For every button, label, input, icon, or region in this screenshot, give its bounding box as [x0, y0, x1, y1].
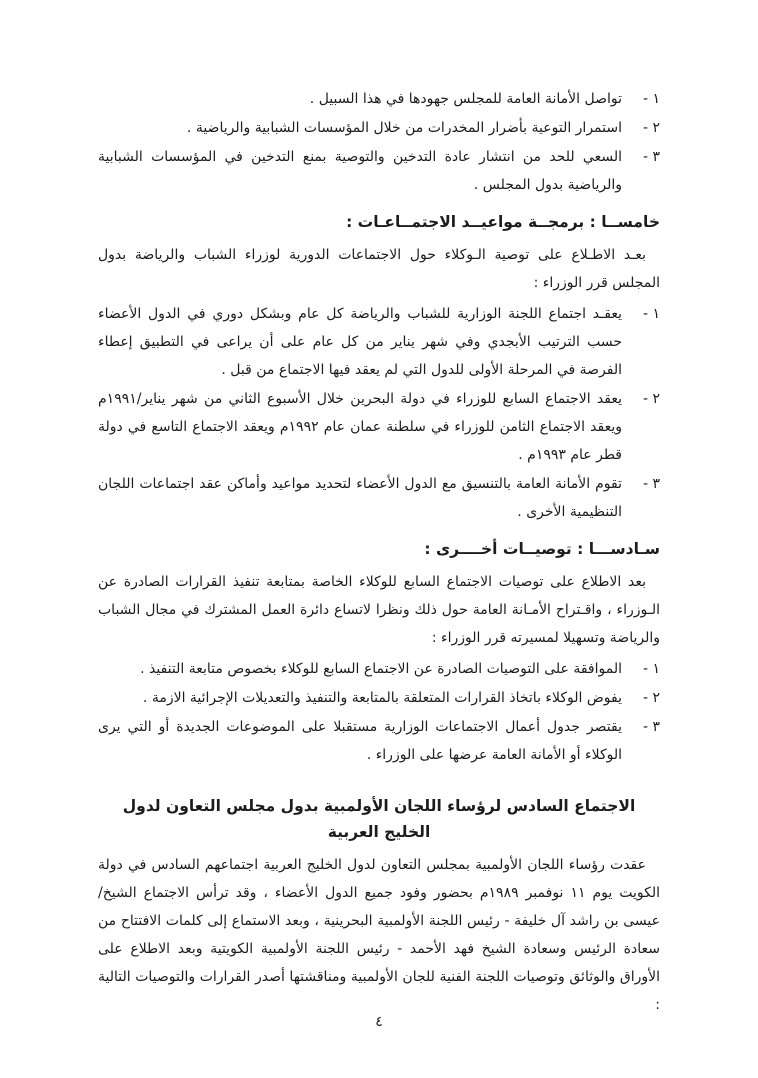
section-heading-fifth: خامســا : برمجــة مواعيــد الاجتمــاعـات : — [346, 213, 660, 231]
list-meeting-schedule — [98, 300, 660, 526]
list-item — [98, 143, 660, 199]
item-text: استمرار التوعية بأضرار المخدرات من خلال المؤسسات الشبابية والرياضية . — [186, 120, 622, 136]
list-item — [98, 684, 660, 712]
meeting-title-heading: الاجتماع السادس لرؤساء اللجان الأولمبية بدول مجلس التعاون لدول الخليج العربية — [122, 797, 636, 841]
item-text: تقوم الأمانة العامة بالتنسيق مع الدول الأعضاء لتحديد مواعيد وأماكن عقد اجتماعات اللجان التنظيمية الأخرى . — [98, 476, 622, 520]
list-item — [98, 114, 660, 142]
list-preceding-recommendations — [98, 85, 660, 199]
list-item — [98, 300, 660, 384]
item-text: يعقد الاجتماع السابع للوزراء في دولة البحرين خلال الأسبوع الثاني من شهر يناير/١٩٩١م ويعقد الاجتماع الثامن للوزراء في سلطنة عمان عام ١٩٩٢م ويعقد الاجتماع التاسع في دولة قطر عام ١٩٩٣م . — [98, 391, 623, 463]
list-item — [98, 385, 660, 469]
item-text: يعقـد اجتماع اللجنة الوزارية للشباب والرياضة كل عام وبشكل دوري في الدول الأعضاء حسب الترتيب الأبجدي وفي شهر يناير من كل عام على أن يراعى في التطبيق إعطاء الفرصة في المرحلة الأولى للدول التي لم يعقد فيها الاجتماع من قبل . — [98, 306, 622, 378]
section-sixth-intro-paragraph: بعد الاطلاع على توصيات الاجتماع السابع للوكلاء الخاصة بمتابعة تنفيذ القرارات الصادرة عن الـوزراء ، واقـتراح الأمـانة العامة حول ذلك ونظرا لاتساع دائرة العمل المشترك في مجال الشباب والرياضة وتسهيلا لمسيرته قرر الوزراء : — [98, 574, 660, 646]
list-other-recommendations — [98, 655, 660, 769]
item-number: ٢ - — [642, 690, 660, 706]
item-number: ١ - — [642, 306, 660, 322]
item-number: ١ - — [642, 91, 660, 107]
item-number: ٣ - — [642, 719, 660, 735]
item-text: يفوض الوكلاء باتخاذ القرارات المتعلقة بالمتابعة والتنفيذ والتعديلات الإجرائية الازمة . — [142, 690, 622, 706]
section-heading-sixth: سـادســـا : توصيــات أخــــرى : — [424, 540, 660, 558]
page-content — [98, 84, 660, 1022]
item-number: ٣ - — [642, 149, 660, 165]
item-text: يقتصر جدول أعمال الاجتماعات الوزارية مستقبلا على الموضوعات الجديدة أو التي يرى الوكلاء أو الأمانة العامة عرضها على الوزراء . — [98, 719, 622, 763]
item-text: تواصل الأمانة العامة للمجلس جهودها في هذا السبيل . — [309, 91, 622, 107]
list-item — [98, 85, 660, 113]
list-item — [98, 713, 660, 769]
item-text: السعي للحد من انتشار عادة التدخين والتوصية بمنع التدخين في المؤسسات الشبابية والرياضية بدول المجلس . — [98, 149, 622, 193]
item-number: ٢ - — [642, 391, 660, 407]
item-number: ٢ - — [642, 120, 660, 136]
item-number: ١ - — [642, 661, 660, 677]
item-number: ٣ - — [642, 476, 660, 492]
list-item — [98, 655, 660, 683]
meeting-body-paragraph: عقدت رؤساء اللجان الأولمبية بمجلس التعاون لدول الخليج العربية اجتماعهم السادس في دولة الكويت يوم ١١ نوفمبر ١٩٨٩م بحضور وفود جميع الدول الأعضاء ، وقد ترأس الاجتماع الشيخ/ عيسى بن راشد آل خليفة - رئيس اللجنة الأولمبية البحرينية ، وبعد الاستماع إلى كلمات الافتتاح من سعادة الرئيس وسعادة الشيخ فهد الأحمد - رئيس اللجنة الأولمبية الكويتية وبعد الاطلاع على الأوراق والوثائق وتوصيات اللجنة الفنية للجان الأولمبية ومناقشتها أصدر القرارات والتوصيات التالية : — [98, 857, 661, 1013]
list-item — [98, 470, 660, 526]
page-number: ٤ — [375, 1014, 383, 1030]
section-fifth-intro-paragraph: بعـد الاطـلاع على توصية الـوكلاء حول الاجتماعات الدورية لوزراء الشباب والرياضة بدول المجلس قرر الوزراء : — [98, 247, 660, 291]
item-text: الموافقة على التوصيات الصادرة عن الاجتماع السابع للوكلاء بخصوص متابعة التنفيذ . — [140, 661, 622, 677]
